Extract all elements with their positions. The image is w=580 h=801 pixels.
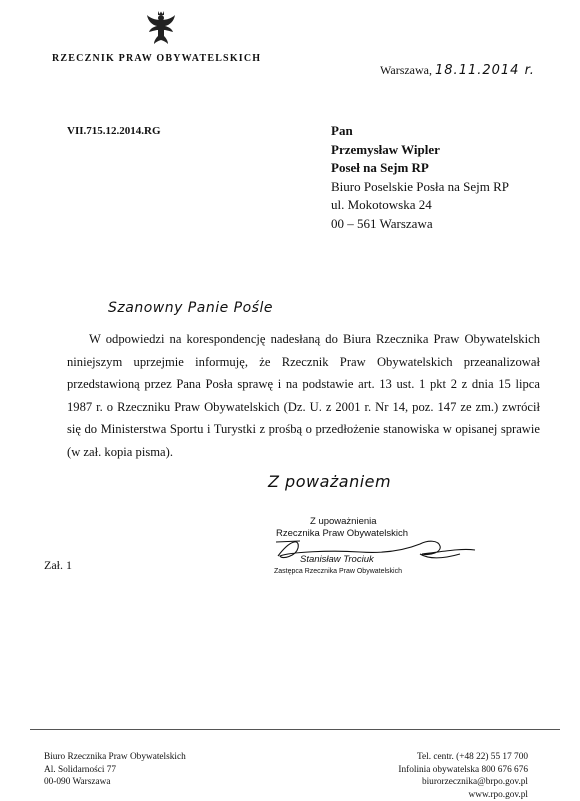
document-date bbox=[380, 63, 535, 78]
stamp-institution: Rzecznika Praw Obywatelskich bbox=[276, 528, 408, 539]
recipient-street: ul. Mokotowska 24 bbox=[331, 196, 509, 215]
recipient-title: Poseł na Sejm RP bbox=[331, 159, 509, 178]
institution-name: RZECZNIK PRAW OBYWATELSKICH bbox=[52, 53, 261, 64]
footer-website: www.rpo.gov.pl bbox=[398, 789, 528, 801]
recipient-office: Biuro Poselskie Posła na Sejm RP bbox=[331, 178, 509, 197]
attachment-note: Zał. 1 bbox=[44, 558, 72, 573]
greeting-handwritten: Szanowny Panie Pośle bbox=[108, 300, 273, 316]
stamp-signatory-name: Stanisław Trociuk bbox=[300, 554, 374, 565]
letter-body bbox=[67, 328, 540, 463]
date-prefix: Warszawa, bbox=[380, 63, 432, 77]
recipient-address bbox=[331, 122, 509, 233]
body-paragraph: W odpowiedzi na korespondencję nadesłaną do Biura Rzecznika Praw Obywatelskich niniejszym uprzejmie informuję, że Rzecznik Praw Obywatelskich przeanalizował przedstawioną przez Pana Posła sprawę i na podstawie art. 13 ust. 1 pkt 2 z dnia 15 lipca 1987 r. o Rzeczniku Praw Obywatelskich (Dz. U. z 2001 r. Nr 14, poz. 147 ze zm.) zwrócił się do Ministerstwa Sportu i Turystki z prośbą o przedłożenie stanowiska w opisanej sprawie (w zał. kopia pisma). bbox=[67, 328, 540, 463]
recipient-city: 00 – 561 Warszawa bbox=[331, 215, 509, 234]
stamp-signatory-title: Zastępca Rzecznika Praw Obywatelskich bbox=[274, 568, 402, 575]
footer-line: Biuro Rzecznika Praw Obywatelskich bbox=[44, 751, 186, 764]
footer-hotline: Infolinia obywatelska 800 676 676 bbox=[398, 764, 528, 777]
footer-email: biurorzecznika@brpo.gov.pl bbox=[398, 776, 528, 789]
date-handwritten: 18.11.2014 r. bbox=[435, 63, 535, 78]
footer-line: Al. Solidarności 77 bbox=[44, 764, 186, 777]
footer-address bbox=[44, 751, 186, 789]
footer-contact bbox=[398, 751, 528, 801]
stamp-authorization: Z upoważnienia bbox=[310, 516, 377, 527]
footer-line: 00-090 Warszawa bbox=[44, 776, 186, 789]
footer-phone: Tel. centr. (+48 22) 55 17 700 bbox=[398, 751, 528, 764]
footer-divider bbox=[30, 729, 560, 730]
eagle-emblem-icon bbox=[146, 10, 176, 46]
recipient-salutation: Pan bbox=[331, 122, 509, 141]
reference-number: VII.715.12.2014.RG bbox=[67, 125, 161, 137]
handwritten-signature-icon bbox=[270, 526, 485, 572]
closing-handwritten: Z poważaniem bbox=[268, 472, 391, 491]
recipient-name: Przemysław Wipler bbox=[331, 141, 509, 160]
